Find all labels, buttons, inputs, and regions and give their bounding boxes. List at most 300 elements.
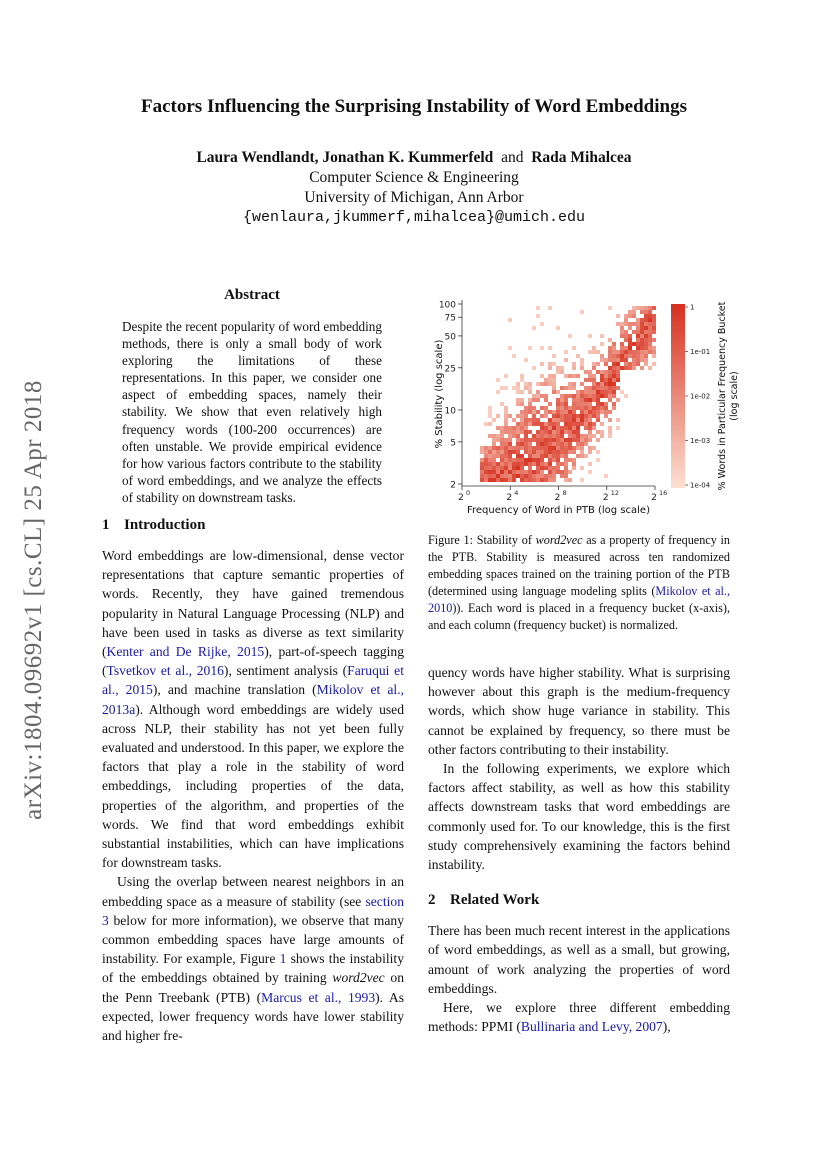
heatmap-cell (620, 350, 624, 354)
heatmap-cell (520, 470, 524, 474)
heatmap-cell (628, 314, 632, 318)
heatmap-cell (564, 374, 568, 378)
heatmap-cell (504, 466, 508, 470)
heatmap-cell (608, 306, 612, 310)
heatmap-cell (520, 402, 524, 406)
heatmap-cell (644, 330, 648, 334)
heatmap-cell (508, 458, 512, 462)
heatmap-cell (596, 386, 600, 390)
heatmap-cell (556, 418, 560, 422)
heatmap-cell (608, 418, 612, 422)
heatmap-cell (580, 446, 584, 450)
heatmap-cell (628, 342, 632, 346)
heatmap-cell (556, 426, 560, 430)
heatmap-cell (544, 462, 548, 466)
heatmap-cell (480, 450, 484, 454)
citation-link[interactable]: Mikolov et al., 2010 (428, 584, 730, 615)
heatmap-cell (528, 478, 532, 482)
section-link[interactable]: section 3 (102, 893, 404, 928)
heatmap-cell (544, 450, 548, 454)
authors-2: Rada Mihalcea (531, 149, 632, 166)
heatmap-cell (540, 450, 544, 454)
heatmap-cell (636, 346, 640, 350)
heatmap-cell (496, 450, 500, 454)
heatmap-cell (516, 422, 520, 426)
heatmap-cell (560, 438, 564, 442)
heatmap-cell (620, 354, 624, 358)
heatmap-cell (528, 398, 532, 402)
heatmap-cell (576, 354, 580, 358)
heatmap-cell (632, 354, 636, 358)
heatmap-cell (604, 374, 608, 378)
heatmap-cell (576, 414, 580, 418)
heatmap-cell (492, 434, 496, 438)
citation-link[interactable]: Faruqui et al., 2015 (102, 663, 404, 698)
heatmap-cell (584, 422, 588, 426)
heatmap-cell (636, 358, 640, 362)
heatmap-cell (528, 438, 532, 442)
heatmap-cell (548, 422, 552, 426)
heatmap-cell (540, 454, 544, 458)
heatmap-cell (632, 350, 636, 354)
heatmap-cell (580, 438, 584, 442)
heatmap-cell (596, 410, 600, 414)
heatmap-cell (564, 422, 568, 426)
heatmap-cell (604, 386, 608, 390)
heatmap-cell (572, 410, 576, 414)
heatmap-cell (568, 450, 572, 454)
heatmap-cell (528, 418, 532, 422)
heatmap-cell (596, 398, 600, 402)
heatmap-cell (540, 414, 544, 418)
heatmap-cell (612, 386, 616, 390)
heatmap-cell (504, 422, 508, 426)
heatmap-cell (596, 418, 600, 422)
heatmap-cell (524, 358, 528, 362)
heatmap-cell (584, 398, 588, 402)
heatmap-cell (520, 474, 524, 478)
heatmap-cell (488, 478, 492, 482)
heatmap-cell (520, 374, 524, 378)
heatmap-cell (568, 458, 572, 462)
heatmap-cell (496, 378, 500, 382)
heatmap-cell (616, 350, 620, 354)
heatmap-cell (644, 314, 648, 318)
heatmap-cell (524, 478, 528, 482)
x-tick-label: 2 (554, 493, 561, 503)
heatmap-cell (652, 326, 656, 330)
heatmap-cell (568, 386, 572, 390)
heatmap-cell (504, 446, 508, 450)
heatmap-cell (504, 414, 508, 418)
heatmap-cell (560, 474, 564, 478)
heatmap-cell (608, 390, 612, 394)
heatmap-cell (652, 322, 656, 326)
citation-link[interactable]: Marcus et al., 1993 (261, 989, 376, 1005)
heatmap-cell (536, 442, 540, 446)
heatmap-cell (568, 434, 572, 438)
heatmap-cell (560, 454, 564, 458)
heatmap-cell (556, 442, 560, 446)
heatmap-cell (604, 410, 608, 414)
heatmap-cell (480, 478, 484, 482)
heatmap-cell (532, 406, 536, 410)
heatmap-cell (540, 430, 544, 434)
heatmap-cell (564, 442, 568, 446)
heatmap-cell (556, 438, 560, 442)
heatmap-cell (484, 450, 488, 454)
heatmap-cell (640, 330, 644, 334)
heatmap-cell (524, 438, 528, 442)
heatmap-cell (648, 334, 652, 338)
y-tick-label: 50 (444, 332, 456, 343)
heatmap-cell (540, 434, 544, 438)
heatmap-cell (612, 366, 616, 370)
heatmap-cell (564, 386, 568, 390)
x-tick-label: 2 (651, 493, 657, 503)
heatmap-cell (604, 402, 608, 406)
heatmap-cell (552, 422, 556, 426)
heatmap-cell (596, 362, 600, 366)
heatmap-cell (532, 450, 536, 454)
heatmap-cell (572, 366, 576, 370)
x-axis-label: Frequency of Word in PTB (log scale) (466, 505, 651, 516)
heatmap-cell (536, 382, 540, 386)
heatmap-cell (544, 394, 548, 398)
heatmap-cell (556, 410, 560, 414)
heatmap-cell (644, 326, 648, 330)
heatmap-cell (628, 334, 632, 338)
y-tick-label: 75 (444, 313, 456, 324)
heatmap-cell (628, 326, 632, 330)
heatmap-cell (540, 346, 544, 350)
heatmap-cell (548, 458, 552, 462)
heatmap-cell (512, 478, 516, 482)
heatmap-cell (592, 410, 596, 414)
heatmap-cell (600, 430, 604, 434)
heatmap-cell (652, 350, 656, 354)
heatmap-cell (512, 418, 516, 422)
heatmap-cell (528, 346, 532, 350)
heatmap-cell (568, 478, 572, 482)
heatmap-cell (504, 454, 508, 458)
citation-link[interactable]: Kenter and De Rijke, 2015 (106, 644, 265, 660)
heatmap-cell (644, 354, 648, 358)
heatmap-cell (588, 334, 592, 338)
heatmap-cell (556, 402, 560, 406)
heatmap-cell (592, 350, 596, 354)
heatmap-cell (652, 346, 656, 350)
heatmap-cell (504, 442, 508, 446)
heatmap-cell (568, 438, 572, 442)
heatmap-cell (548, 478, 552, 482)
heatmap-cell (568, 382, 572, 386)
heatmap-cell (528, 422, 532, 426)
heatmap-cell (524, 410, 528, 414)
heatmap-cell (552, 470, 556, 474)
heatmap-cell (564, 458, 568, 462)
heatmap-cell (560, 470, 564, 474)
heatmap-cell (508, 346, 512, 350)
x-tick-exponent: 12 (610, 489, 620, 497)
heatmap-cell (500, 438, 504, 442)
heatmap-cell (484, 470, 488, 474)
y-tick-label: 25 (444, 364, 456, 375)
heatmap-cell (524, 458, 528, 462)
heatmap-cell (608, 378, 612, 382)
x-tick-label: 2 (602, 493, 609, 503)
heatmap-cell (584, 434, 588, 438)
heatmap-cell (560, 430, 564, 434)
heatmap-cell (576, 430, 580, 434)
heatmap-cell (572, 438, 576, 442)
heatmap-cell (508, 478, 512, 482)
heatmap-cell (576, 438, 580, 442)
heatmap-cell (480, 446, 484, 450)
heatmap-cell (544, 474, 548, 478)
heatmap-cell (540, 426, 544, 430)
heatmap-cell (616, 362, 620, 366)
heatmap-cell (592, 406, 596, 410)
heatmap-cell (608, 394, 612, 398)
heatmap-cell (572, 382, 576, 386)
heatmap-cell (508, 430, 512, 434)
heatmap-cell (556, 454, 560, 458)
heatmap-cell (584, 442, 588, 446)
heatmap-cell (536, 314, 540, 318)
heatmap-cell (552, 430, 556, 434)
heatmap-cell (608, 346, 612, 350)
heatmap-cell (604, 406, 608, 410)
heatmap-cell (560, 462, 564, 466)
heatmap-cell (640, 346, 644, 350)
heatmap-cell (540, 442, 544, 446)
heatmap-cell (600, 422, 604, 426)
colorbar (671, 304, 685, 488)
heatmap-cell (556, 450, 560, 454)
heatmap-cell (548, 402, 552, 406)
heatmap-cell (624, 314, 628, 318)
heatmap-cell (616, 386, 620, 390)
heatmap-cell (608, 358, 612, 362)
heatmap-cell (544, 406, 548, 410)
heatmap-cell (548, 362, 552, 366)
citation-link[interactable]: Bullinaria and Levy, 2007 (520, 1019, 663, 1035)
heatmap-cell (516, 450, 520, 454)
heatmap-cell (588, 386, 592, 390)
heatmap-cell (588, 426, 592, 430)
heatmap-cell (620, 358, 624, 362)
heatmap-cell (496, 414, 500, 418)
heatmap-cell (556, 446, 560, 450)
heatmap-cell (552, 378, 556, 382)
heatmap-cell (568, 374, 572, 378)
heatmap-cell (596, 390, 600, 394)
heatmap-cell (604, 474, 608, 478)
intro-body (102, 546, 404, 1045)
heatmap-cell (544, 414, 548, 418)
heatmap-cell (600, 342, 604, 346)
heatmap-cell (504, 410, 508, 414)
heatmap-cell (544, 438, 548, 442)
heatmap-cell (580, 450, 584, 454)
heatmap-cell (552, 410, 556, 414)
heatmap-cell (588, 450, 592, 454)
heatmap-cell (636, 306, 640, 310)
heatmap-cell (644, 322, 648, 326)
heatmap-cell (636, 362, 640, 366)
heatmap-cell (516, 390, 520, 394)
heatmap-cell (632, 310, 636, 314)
heatmap-cell (624, 346, 628, 350)
heatmap-cell (600, 386, 604, 390)
heatmap-cell (552, 354, 556, 358)
heatmap-cell (480, 466, 484, 470)
heatmap-cell (648, 366, 652, 370)
heatmap-cell (548, 454, 552, 458)
heatmap-cell (540, 422, 544, 426)
figure-link[interactable]: 1 (279, 951, 287, 967)
heatmap-cell (572, 450, 576, 454)
heatmap-cell (632, 306, 636, 310)
heatmap-cell (584, 454, 588, 458)
heatmap-cell (652, 306, 656, 310)
heatmap-cell (600, 354, 604, 358)
heatmap-cell (644, 358, 648, 362)
heatmap-cell (592, 362, 596, 366)
heatmap-cell (548, 366, 552, 370)
heatmap-cell (612, 346, 616, 350)
heatmap-cell (480, 462, 484, 466)
heatmap-cell (648, 322, 652, 326)
heatmap-cell (524, 446, 528, 450)
heatmap-cell (572, 434, 576, 438)
citation-link[interactable]: Tsvetkov et al., 2016 (106, 663, 224, 679)
heatmap-cell (596, 458, 600, 462)
heatmap-cell (640, 334, 644, 338)
heatmap-cell (580, 410, 584, 414)
heatmap-cell (532, 470, 536, 474)
heatmap-cell (640, 354, 644, 358)
heatmap-cell (492, 446, 496, 450)
heatmap-cell (512, 434, 516, 438)
heatmap-cell (536, 462, 540, 466)
heatmap-cell (552, 458, 556, 462)
heatmap-cell (524, 470, 528, 474)
heatmap-cell (532, 410, 536, 414)
heatmap-cell (560, 418, 564, 422)
heatmap-cell (516, 434, 520, 438)
heatmap-cell (528, 446, 532, 450)
heatmap-cell (560, 434, 564, 438)
heatmap-cell (516, 442, 520, 446)
heatmap-cell (592, 378, 596, 382)
heatmap-cell (636, 338, 640, 342)
y-axis-label: % Stability (log scale) (434, 339, 445, 449)
heatmap-cell (568, 422, 572, 426)
heatmap-cell (644, 362, 648, 366)
heatmap-cell (520, 422, 524, 426)
heatmap-cell (524, 386, 528, 390)
heatmap-cell (548, 378, 552, 382)
heatmap-cell (568, 418, 572, 422)
heatmap-cell (576, 422, 580, 426)
heatmap-cell (560, 386, 564, 390)
citation-link[interactable]: Mikolov et al., 2013a (102, 682, 404, 717)
heatmap-cell (580, 310, 584, 314)
heatmap-cell (648, 326, 652, 330)
heatmap-cell (576, 418, 580, 422)
heatmap-cell (552, 454, 556, 458)
heatmap-cell (596, 414, 600, 418)
heatmap-cell (576, 426, 580, 430)
arxiv-identifier: arXiv:1804.09692v1 [cs.CL] 25 Apr 2018 (20, 380, 47, 820)
heatmap-cell (580, 402, 584, 406)
related-work-body (428, 921, 730, 1036)
heatmap-cell (596, 402, 600, 406)
heatmap-cell (488, 450, 492, 454)
heatmap-cell (532, 398, 536, 402)
heatmap-cell (548, 426, 552, 430)
heatmap-cell (592, 382, 596, 386)
right-paragraph-2: In the following experiments, we explore which factors affect stability, as well as how this stability affects downstream tasks that word embeddings are commonly used for. To our knowledge, this is the first study comprehensively examining the factors behind instability. (428, 761, 730, 873)
heatmap-cell (500, 426, 504, 430)
heatmap-cell (584, 386, 588, 390)
heatmap-cell (544, 410, 548, 414)
heatmap-cell (596, 382, 600, 386)
heatmap-cell (624, 338, 628, 342)
x-tick-label: 2 (458, 493, 464, 503)
heatmap-cell (552, 442, 556, 446)
heatmap-cell (652, 338, 656, 342)
heatmap-cell (588, 422, 592, 426)
heatmap-cell (540, 382, 544, 386)
heatmap-cell (548, 434, 552, 438)
heatmap-cell (504, 470, 508, 474)
heatmap-cell (500, 446, 504, 450)
heatmap-cell (516, 462, 520, 466)
heatmap-cell (512, 446, 516, 450)
heatmap-cell (508, 414, 512, 418)
heatmap-cell (588, 446, 592, 450)
heatmap-cell (520, 458, 524, 462)
heatmap-cell (572, 394, 576, 398)
heatmap-cell (592, 346, 596, 350)
heatmap-cell (524, 474, 528, 478)
heatmap-cell (560, 366, 564, 370)
heatmap-cell (560, 410, 564, 414)
heatmap-cell (568, 334, 572, 338)
heatmap-cell (604, 382, 608, 386)
heatmap-cell (552, 434, 556, 438)
heatmap-cell (576, 402, 580, 406)
heatmap-cell (556, 462, 560, 466)
heatmap-cell (564, 418, 568, 422)
heatmap-cell (576, 454, 580, 458)
heatmap-cell (584, 438, 588, 442)
heatmap-cell (580, 414, 584, 418)
heatmap-cell (640, 326, 644, 330)
heatmap-cell (588, 434, 592, 438)
heatmap-cell (552, 386, 556, 390)
heatmap-cell (572, 374, 576, 378)
heatmap-cell (580, 454, 584, 458)
heatmap-cell (596, 406, 600, 410)
heatmap-cell (560, 426, 564, 430)
heatmap-cell (580, 434, 584, 438)
heatmap-cell (588, 398, 592, 402)
heatmap-cell (536, 438, 540, 442)
